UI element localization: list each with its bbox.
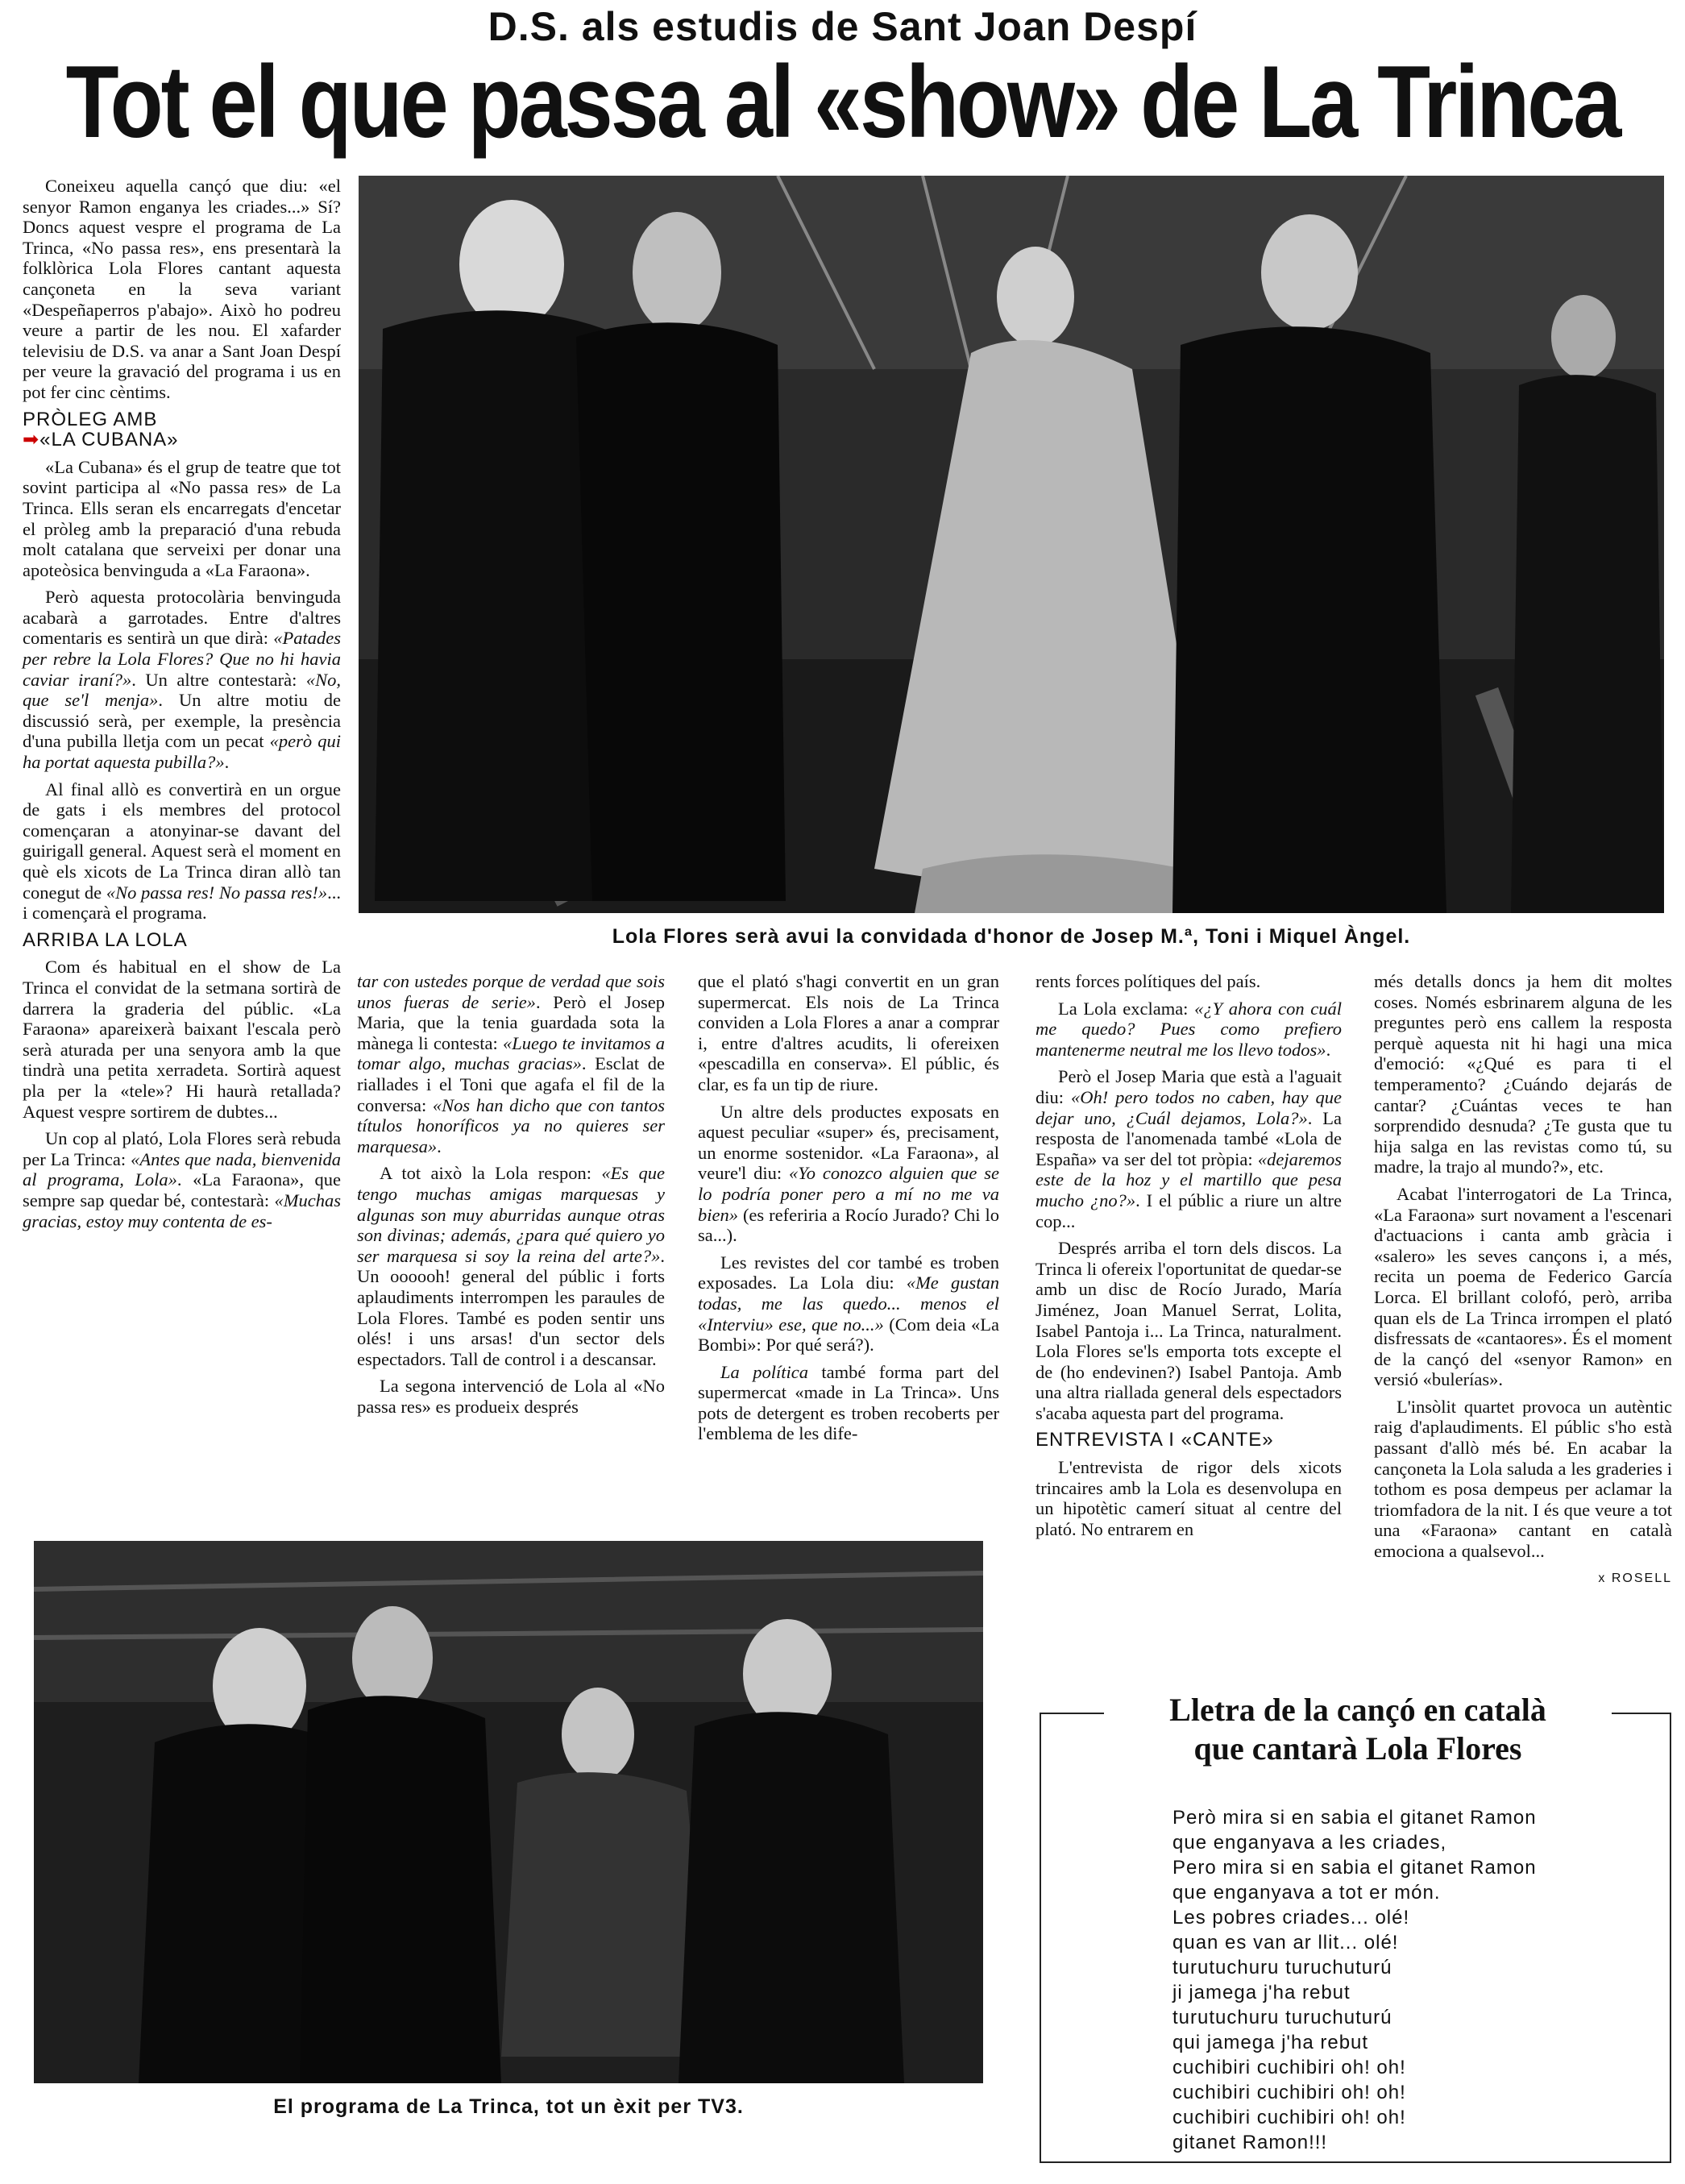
column-3	[698, 971, 999, 1451]
paragraph: rents forces polítiques del país.	[1035, 971, 1261, 991]
paragraph: tar con ustedes porque de verdad que sois unos fueras de serie». Però el Josep Maria, que la tenia guardada sota la mànega li contesta: «Luego te invitamos a tomar algo, muchas gracias». Esclat de riallades i el Toni que agafa el fil de la conversa: «Nos han dicho que con tantos títulos honoríficos ya no quieres ser marquesa».	[357, 971, 666, 1156]
paragraph: L'insòlit quartet provoca un autèntic raig d'aplaudiments. El públic s'ho està passant d'allò més bé. En acabar la cançoneta la Lola saluda a les graderies i tothom es posa dempeus per aclamar la triomfadora de la nit. I és que veure a tot una «Faraona» cantant en català emociona a qualsevol...	[1374, 1396, 1672, 1562]
section-heading-entrevista: ENTREVISTA I «CANTE»	[1035, 1429, 1274, 1451]
paragraph: Un altre dels productes exposats en aquest peculiar «super» és, precisament, un enorme sostenidor. «La Faraona», al veure'l diu: «Yo conozco alguien que se lo podría poner pero a mí no me va bien» (es referiria a Rocío Jurado? Chi lo sa...).	[698, 1101, 999, 1246]
lyrics-line: gitanet Ramon!!!	[1172, 2132, 1328, 2153]
lyrics-line: qui jamega j'ha rebut	[1172, 2032, 1369, 2053]
paragraph: A tot això la Lola respon: «Es que tengo muchas amigas marquesas y algunas son muy aburridas aunque otras son divinas; además, ¿para qué quiero yo ser marquesa si soy la reina del arte?». Un oooooh! general del públic i forts aplaudiments interrompen les paraules de Lola Flores. També es poden sentir uns olés! i uns arsas! d'un sector dels espectadors. Tall de control i a descansar.	[357, 1163, 665, 1369]
lyrics-line: ji jamega j'ha rebut	[1172, 1982, 1351, 2003]
lyrics-line: Les pobres criades... olé!	[1172, 1907, 1410, 1929]
lyrics-title: Lletra de la cançó en català que cantarà Lola Flores	[1104, 1691, 1612, 1768]
section-heading-arriba: ARRIBA LA LOLA	[23, 928, 188, 951]
paragraph: Com és habitual en el show de La Trinca el convidat de la setmana sortirà de darrera la graderia del públic. «La Faraona» apareixerà baixant l'escala però serà aturada per una senyora amb la que tindrà una petita xerradeta. Sortirà aquest pla per la «tele»? Hi haurà retallada? Aquest vespre sortirem de dubtes...	[23, 957, 341, 1122]
paragraph: Al final allò es convertirà en un orgue de gats i els membres del protocol començaran a atonyinar-se davant del guirigall general. Aquest serà el moment en què els xicots de La Trinca diran allò tan conegut de «No passa res! No passa res!»... i començarà el programa.	[23, 779, 341, 924]
article-headline: Tot el que passa al «show» de La Trinca	[65, 44, 1620, 160]
paragraph: La segona intervenció de Lola al «No passa res» es produeix després	[357, 1376, 665, 1417]
column-5	[1374, 971, 1672, 1588]
paragraph: «La Cubana» és el grup de teatre que tot sovint participa al «No passa res» de La Trinca. Ells seran els encarregats d'encetar el pròleg amb la preparació d'una rebuda molt catalana que serveixi per donar una apoteòsica benvinguda a «La Faraona».	[23, 456, 341, 580]
paragraph: Després arriba el torn dels discos. La Trinca li ofereix l'oportunitat de quedar-se amb un disc de Rocío Jurado, María Jiménez, Joan Manuel Serrat, Lolita, Isabel Pantoja i... La Trinca, naturalment. Lola Flores se'ls emporta tots excepte el de (ho endevinen?) Isabel Pantoja. Amb una altra riallada general dels espectadors s'acaba aquesta part del programa.	[1035, 1238, 1342, 1423]
paragraph: més detalls doncs ja hem dit moltes coses. Només esbrinarem alguna de les preguntes però ens callem la resposta perquè aquesta nit hi hagi una mica d'emoció: «¿Qué es para ti el temperamento? ¿Cuándo dejarás de cantar? ¿Cuántas veces te han sorprendido desnuda? ¿Te gusta que tu hija salga en las revistas como tú, su madre, la trajo al mundo?», etc.	[1374, 971, 1672, 1177]
lyrics-line: cuchibiri cuchibiri oh! oh!	[1172, 2107, 1406, 2128]
paragraph: que el plató s'hagi convertit en un gran supermercat. Els nois de La Trinca conviden a Lola Flores a anar a comprar i, entre d'altres acudits, li ofereixen «pescadilla en conserva». El públic, és clar, es fa un tip de riure.	[698, 971, 999, 1094]
column-1	[23, 176, 341, 1238]
photo-lola-flores-stage	[359, 176, 1664, 913]
paragraph: L'entrevista de rigor dels xicots trincaires amb la Lola es desenvolupa en un hipotètic camerí situat al centre del plató. No entrarem en	[1035, 1457, 1342, 1539]
photo-caption-1: Lola Flores serà avui la convidada d'honor de Josep M.ª, Toni i Miquel Àngel.	[612, 925, 1411, 948]
column-2	[357, 971, 665, 1423]
lyrics-line: que enganyava a tot er món.	[1172, 1882, 1441, 1904]
lyrics-line: Però mira si en sabia el gitanet Ramon	[1172, 1807, 1537, 1829]
lyrics-lines	[1172, 1805, 1640, 2155]
lyrics-line: Pero mira si en sabia el gitanet Ramon	[1172, 1857, 1537, 1879]
photo-la-trinca-program	[34, 1541, 983, 2083]
photo-caption-2: El programa de La Trinca, tot un èxit per TV3.	[273, 2095, 744, 2118]
paragraph: Acabat l'interrogatori de La Trinca, «La Faraona» surt novament a l'escenari d'actuacions i canta amb gràcia i «salero» les seves cançons i, a més, recita un poema de Federico García Lorca. El brillant colofó, però, arriba quan els de La Trinca irrompen el plató disfressats de «cantaores». És el moment de la cançó del «senyor Ramon» en versió «bulerías».	[1374, 1183, 1672, 1390]
paragraph: La política també forma part del supermercat «made in La Trinca». Uns pots de detergent es troben recoberts per l'emblema de les dife-	[698, 1361, 999, 1444]
lyrics-line: que enganyava a les criades,	[1172, 1832, 1447, 1854]
lyrics-line: cuchibiri cuchibiri oh! oh!	[1172, 2057, 1406, 2078]
paragraph: Les revistes del cor també es troben exposades. La Lola diu: «Me gustan todas, me las quedo... menos el «Interviu» ese, que no...» (Com deia «La Bombi»: Por qué será?).	[698, 1252, 999, 1356]
article-kicker: D.S. als estudis de Sant Joan Despí	[488, 4, 1197, 49]
paragraph: Però aquesta protocolària benvinguda acabarà a garrotades. Entre d'altres comentaris es sentirà un que dirà: «Patades per rebre la Lola Flores? Que no hi havia caviar iraní?». Un altre contestarà: «No, que se'l menja». Un altre motiu de discussió serà, per exemple, la presència d'una pubilla lletja com un pecat «però qui ha portat aquesta pubilla?».	[23, 587, 341, 773]
lyrics-line: turutuchuru turuchuturú	[1172, 1957, 1392, 1978]
section-heading-proleg: PRÒLEG AMB ➡«LA CUBANA»	[23, 408, 179, 451]
paragraph: La Lola exclama: «¿Y ahora con cuál me quedo? Pues como prefiero mantenerme neutral me los llevo todos».	[1035, 998, 1342, 1060]
author-signature: x ROSELL	[1598, 1571, 1672, 1585]
lyrics-line: cuchibiri cuchibiri oh! oh!	[1172, 2082, 1406, 2103]
intro-paragraph: Coneixeu aquella cançó que diu: «el senyor Ramon enganya les criades...» Sí? Doncs aquest vespre el programa de La Trinca, «No passa res», ens presentarà la folklòrica Lola Flores cantant aquesta cançoneta en la seva variant «Despeñaperros p'abajo». Això ho podreu veure a partir de les nou. El xafarder televisiu de D.S. va anar a Sant Joan Despí per veure la gravació del programa i us en pot fer cinc cèntims.	[23, 176, 341, 402]
column-4	[1035, 971, 1342, 1546]
lyrics-line: turutuchuru turuchuturú	[1172, 2007, 1392, 2028]
paragraph: Un cop al plató, Lola Flores serà rebuda per La Trinca: «Antes que nada, bienvenida al programa, Lola». «La Faraona», que sempre sap quedar bé, contestarà: «Muchas gracias, estoy muy contenta de es-	[23, 1128, 341, 1231]
lyrics-line: quan es van ar llit... olé!	[1172, 1932, 1399, 1954]
paragraph: Però el Josep Maria que està a l'aguait diu: «Oh! pero todos no caben, hay que dejar uno, ¿Cuál dejamos, Lola?». La resposta de l'anomenada també «Lola de España» va ser del tot pròpia: «dejaremos este de la hoz y el martillo que pesa mucho ¿no?». I el públic a riure un altre cop...	[1035, 1066, 1342, 1231]
